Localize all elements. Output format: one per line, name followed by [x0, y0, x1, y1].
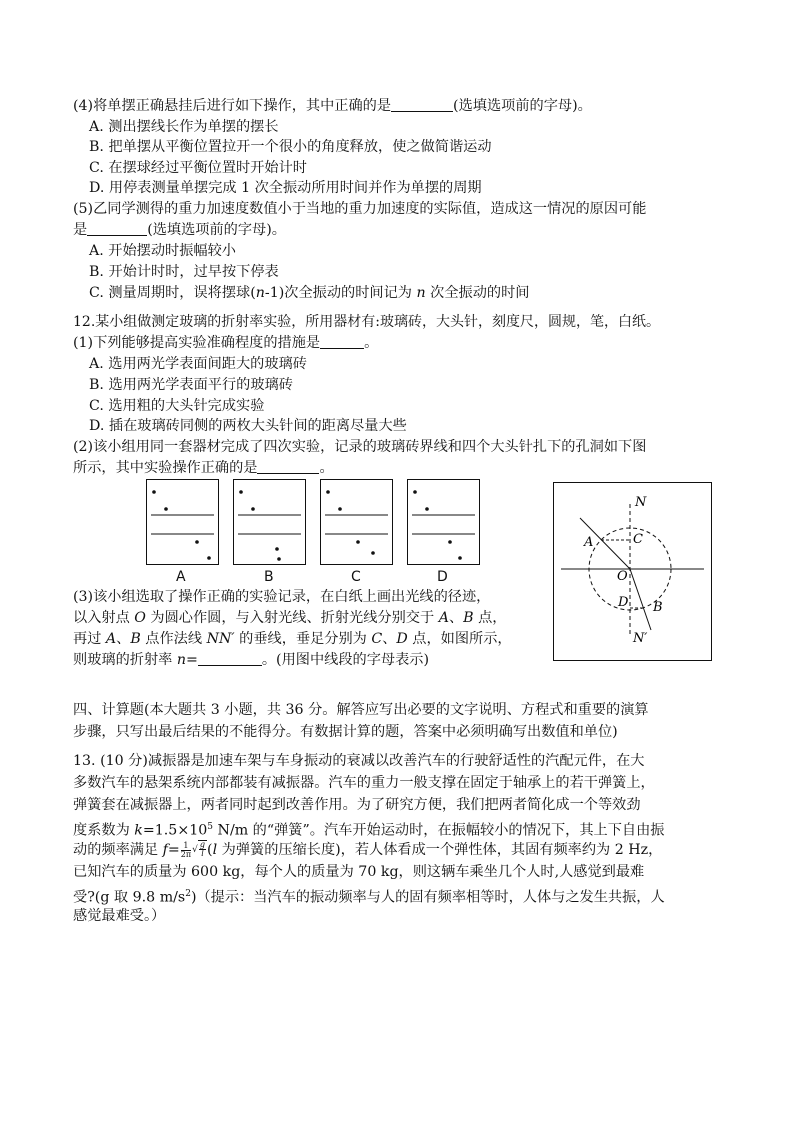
label-n: N — [635, 495, 647, 510]
record-box-d — [407, 479, 480, 565]
p3-text: 点作法线 — [140, 631, 207, 647]
q12-p1-stem-text: (1)下列能够提高实验准确程度的措施是 — [73, 335, 321, 351]
q12-p1-stem — [73, 333, 378, 353]
q13-line8: 感觉最难受。） — [73, 908, 166, 924]
exponent: 5 — [207, 822, 214, 832]
q11-p5-option-a: A. 开始摆动时振幅较小 — [89, 243, 236, 259]
section4-heading-line2: 步骤，只写出最后结果的不能得分。有数据计算的题，答案中必须明确写出数值和单位) — [73, 724, 618, 740]
p3-text: 再过 — [73, 631, 106, 647]
q11-p5-tail: (选填选项前的字母)。 — [147, 222, 286, 238]
var-k: k — [134, 822, 143, 839]
var-c: C — [371, 631, 383, 647]
q13-line4 — [73, 817, 664, 841]
q13-text: =1.5×10 — [142, 822, 208, 839]
var-b: B — [463, 610, 474, 626]
q11-p4-option-a: A. 测出摆线长作为单摆的摆长 — [89, 119, 279, 135]
record-box-c — [320, 479, 393, 565]
q13-text: N/m 的“弹簧”。汽车开始运动时，在振幅较小的情况下，其上下自由振 — [213, 822, 665, 839]
label-o: O — [617, 569, 628, 584]
exponent: 2 — [185, 889, 191, 899]
q12-p1-option-a: A. 选用两光学表面间距大的玻璃砖 — [89, 356, 307, 372]
var-b: B — [130, 631, 141, 647]
answer-blank[interactable] — [198, 651, 262, 666]
q13-text: = — [167, 842, 180, 858]
q13-line5 — [73, 840, 662, 860]
refraction-diagram — [553, 482, 712, 661]
answer-blank[interactable] — [87, 221, 147, 236]
var-a: A — [105, 631, 117, 647]
q12-p1-option-b: B. 选用两光学表面平行的玻璃砖 — [89, 377, 293, 393]
q13-line7 — [73, 884, 665, 908]
q13-line6: 已知汽车的质量为 600 kg，每个人的质量为 70 kg，则这辆车乘坐几个人时,人感觉到最难 — [73, 864, 645, 880]
q11-p4-stem — [73, 96, 592, 116]
q12-p2-tail: 。 — [319, 460, 334, 476]
var-l: l — [212, 842, 218, 858]
q13-line3: 弹簧套在减振器上，两者同时起到改善作用。为了研究方便，我们把两者简化成一个等效劲 — [73, 797, 641, 813]
answer-blank[interactable] — [391, 97, 453, 112]
answer-blank[interactable] — [320, 334, 364, 349]
var-n: n — [255, 285, 265, 301]
label-d: D — [618, 595, 629, 610]
p3-text: 的垂线，垂足分别为 — [234, 631, 372, 647]
q13-text: 受?(g 取 9.8 m/s — [73, 889, 186, 906]
q12-stem: 12.某小组做测定玻璃的折射率实验，所用器材有:玻璃砖，大头针，刻度尺，圆规，笔，白纸。 — [73, 314, 660, 330]
var-n: n — [176, 652, 186, 668]
q11-p4-option-d: D. 用停表测量单摆完成 1 次全振动所用时间并作为单摆的周期 — [89, 180, 482, 196]
opt-c-text-c: 次全振动的时间 — [425, 285, 530, 301]
q11-p5-line2 — [73, 220, 286, 240]
q11-p4-tail: (选填选项前的字母)。 — [453, 98, 592, 114]
label-a: A — [584, 535, 594, 550]
q13-text: ( — [207, 842, 213, 858]
q12-p1-tail: 。 — [364, 335, 379, 351]
p3-text: 为圆心作圆，与入射光线、折射光线分别交于 — [145, 610, 439, 626]
opt-c-text-a: C. 测量周期时，误将摆球( — [89, 285, 256, 301]
p3-text: = — [185, 652, 198, 668]
q13-text: 度系数为 — [73, 822, 135, 839]
label-b: B — [653, 600, 663, 615]
refracted-ray — [630, 569, 651, 630]
var-a: A — [438, 610, 449, 626]
q13-text: 动的频率满足 — [73, 842, 163, 858]
q12-p1-option-c: C. 选用粗的大头针完成实验 — [89, 398, 265, 414]
p3-text: 点， — [473, 610, 507, 626]
p3-text: 则玻璃的折射率 — [73, 652, 177, 668]
q12-p2-line2 — [73, 458, 334, 478]
p3-text: 、 — [448, 610, 464, 626]
q11-p5-head: 是 — [73, 222, 88, 238]
q11-p5-option-b: B. 开始计时时，过早按下停表 — [89, 264, 279, 280]
q13-text: 为弹簧的压缩长度)，若人体看成一个弹性体，其固有频率约为 2 Hz， — [217, 842, 663, 858]
section4-heading-line1: 四、计算题(本大题共 3 小题，共 36 分。解答应写出必要的文字说明、方程式和重要的演算 — [73, 702, 649, 718]
fraction-1-over-2pi — [181, 842, 191, 859]
q13-line2: 多数汽车的悬架系统内部都装有减振器。汽车的重力一般支撑在固定于轴承上的若干弹簧上， — [73, 775, 655, 791]
var-nn-prime: NN′ — [206, 631, 235, 647]
label-n-prime: N′ — [633, 631, 648, 646]
q12-p3-line1: (3)该小组选取了操作正确的实验记录，在白纸上画出光线的径迹， — [73, 589, 491, 605]
record-box-label-c: C — [351, 569, 361, 585]
q12-p1-option-d: D. 插在玻璃砖同侧的两枚大头针间的距离尽量大些 — [89, 418, 407, 434]
var-f: f — [162, 842, 168, 858]
sqrt-g-over-l: √ $\frac{g}{l}$ — [192, 840, 206, 858]
record-box-b — [233, 479, 306, 565]
frac-den: l — [201, 849, 204, 858]
q11-p4-option-c: C. 在摆球经过平衡位置时开始计时 — [89, 160, 307, 176]
record-box-label-a: A — [176, 569, 186, 585]
q12-p3-line2 — [73, 608, 506, 628]
p3-text: 、 — [382, 631, 397, 647]
q13-text: )（提示：当汽车的振动频率与人的固有频率相等时，人体与之发生共振，人 — [190, 889, 665, 906]
p3-text: 、 — [116, 631, 131, 647]
record-box-a — [146, 479, 219, 565]
label-c: C — [633, 532, 643, 547]
frac-den: 2π — [180, 849, 192, 859]
p3-text: 以入射点 — [73, 610, 135, 626]
q12-p3-line3 — [73, 629, 512, 649]
record-box-label-b: B — [264, 569, 274, 585]
q11-p5-option-c — [89, 283, 529, 303]
opt-c-text-b: -1)次全振动的时间记为 — [264, 285, 417, 301]
q13-line1: 13. (10 分)减振器是加速车架与车身振动的衰减以改善汽车的行驶舒适性的汽配元件，在大 — [73, 753, 645, 769]
q12-p2-head: 所示，其中实验操作正确的是 — [73, 460, 258, 476]
q12-p3-line4 — [73, 650, 429, 670]
q11-p4-stem-text: (4)将单摆正确悬挂后进行如下操作，其中正确的是 — [73, 98, 392, 114]
var-o: O — [134, 610, 146, 626]
frac-num: g — [199, 840, 206, 849]
p3-text: 点，如图所示， — [407, 631, 512, 647]
var-n: n — [416, 285, 426, 301]
p3-text: 。(用图中线段的字母表示) — [261, 652, 429, 668]
q12-p2-line1: (2)该小组用同一套器材完成了四次实验，记录的玻璃砖界线和四个大头针扎下的孔洞如下图 — [73, 439, 647, 455]
q11-p5-line1: (5)乙同学测得的重力加速度数值小于当地的重力加速度的实际值，造成这一情况的原因可能 — [73, 201, 647, 217]
q11-p4-option-b: B. 把单摆从平衡位置拉开一个很小的角度释放，使之做简谐运动 — [89, 139, 492, 155]
record-box-label-d: D — [437, 569, 448, 585]
answer-blank[interactable] — [257, 459, 319, 474]
frac-num: 1 — [181, 842, 191, 851]
var-d: D — [396, 631, 408, 647]
